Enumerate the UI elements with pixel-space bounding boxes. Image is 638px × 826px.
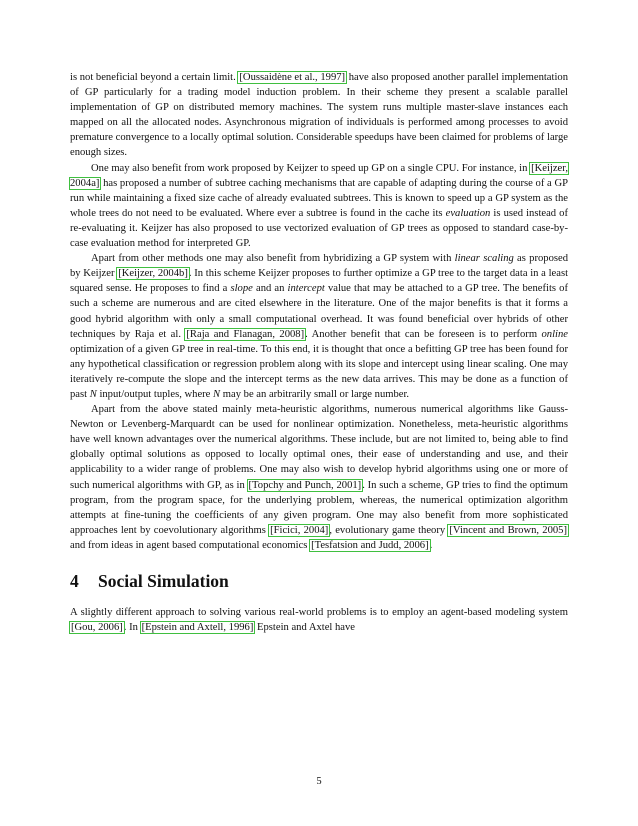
text-run: has proposed a number of subtree caching mechanisms that are capable of adapting during the course of a GP run while maintaining a fixed size cache of already evaluated subtrees. This is known to speed up a GP system as the whole trees do not need to be evaluated. Where ever a subtree is found in the cache its	[70, 177, 568, 219]
text-run: A slightly different approach to solving various real-world problems is to employ an agent-based modeling system	[70, 607, 568, 618]
citation-link-oussaidene-1997[interactable]: [Oussaidène et al., 1997]	[239, 72, 346, 83]
text-run: is used instead of re-evaluating it. Keijzer has also proposed to use vectorized evaluation of GP trees as opposed to standard case-by-case evaluation method for interpreted GP.	[70, 207, 568, 250]
text-run: and an	[252, 283, 288, 295]
emphasis-slope: slope	[230, 283, 253, 295]
citation-link-keijzer-2004b[interactable]: [Keijzer, 2004b]	[118, 268, 188, 280]
text-run: , evolutionary game theory	[329, 524, 449, 536]
citation-link-vincent-brown-2005[interactable]: [Vincent and Brown, 2005]	[449, 524, 567, 536]
section-heading	[70, 570, 568, 592]
emphasis-intercept: intercept	[287, 283, 325, 295]
emphasis-evaluation: evaluation	[445, 207, 491, 219]
text-run: One may also benefit from work proposed by Keijzer to speed up GP on a single CPU. For instance, in	[91, 162, 531, 174]
paragraph-linear-scaling	[70, 251, 568, 402]
text-run: . In this scheme Keijzer proposes to further optimize a GP tree to the target data in a least squared sense. He proposes to find a	[70, 268, 569, 295]
text-run: as proposed by Keijzer	[70, 253, 568, 280]
text-run: Apart from other methods one may also benefit from hybridizing a GP system with	[91, 253, 455, 265]
text-run: . Another benefit that can be foreseen is to perform	[305, 328, 542, 340]
text-run: and from ideas in agent based computational economics	[70, 539, 311, 551]
citation-link-raja-flanagan-2008[interactable]: [Raja and Flanagan, 2008]	[186, 328, 305, 340]
text-run: . In	[123, 622, 141, 634]
paragraph-continuation	[70, 70, 568, 161]
math-n: N	[89, 388, 97, 400]
text-run: . In such a scheme, GP tries to find the optimum program, from the program space, for the underlying problem, whereas, the numerical optimization algorithm attempts at fine-tuning the coefficients of any given program. One may also benefit from more sophisticated approaches lent by coevolutionary algorithms	[70, 479, 568, 536]
text-run: value that may be attached to a GP tree. The benefits of such a scheme are numerous and are cited elsewhere in the literature. One of the major benefits is that it forms a good hybrid algorithm with only a small computational overhead. It was found beneficial over hybrids of other techniques by Raja et al.	[70, 283, 568, 340]
citation-link-epstein-axtell-1996[interactable]: [Epstein and Axtell, 1996]	[141, 622, 254, 634]
emphasis-linear-scaling: linear scaling	[454, 253, 514, 265]
text-run: may be an arbitrarily small or large number.	[220, 388, 410, 400]
emphasis-online: online	[541, 328, 568, 340]
paragraph-social-simulation	[70, 605, 568, 635]
citation-link-keijzer-2004a[interactable]: [Keijzer, 2004a]	[70, 162, 568, 189]
page-number: 5	[316, 776, 322, 787]
paragraph-numerical-algorithms	[70, 402, 568, 553]
citation-link-topchy-punch-2001[interactable]: [Topchy and Punch, 2001]	[248, 479, 362, 491]
section-title: Social Simulation	[98, 571, 229, 591]
section-number: 4	[70, 571, 79, 591]
text-run: have also proposed another parallel implementation of GP particularly for a trading model induction problem. In their scheme they present a scalable parallel implementation of GP on distributed memory machines. The system runs multiple master-slave instances each mapped on all the allocated nodes. Asynchronous migration of individuals is performed among processes to avoid premature convergence to a locally optimal solution. Considerable speedups have been claimed for problems of large enough sizes.	[70, 72, 568, 159]
text-run: .	[429, 539, 433, 551]
text-run: is not beneficial beyond a certain limit.	[70, 72, 239, 83]
text-run: optimization of a given GP tree in real-time. To this end, it is thought that once a befitting GP tree has been found for any hypothetical classification or regression problem along with its slope and intercept using linear scaling. One may iteratively re-compute the slope and the intercept terms as the new data arrives. This may be done as a function of past	[70, 343, 568, 400]
math-n: N	[213, 388, 221, 400]
text-run: Apart from the above stated mainly meta-heuristic algorithms, numerous numerical algorithms like Gauss-Newton or Levenberg-Marquardt can be used for nonlinear optimization. Nonetheless, meta-heuristic algorithms have well known advantages over the numerical algorithms. These include, but are not limited to, being able to find globally optimal solutions as opposed to locally optimal ones, their ease of understanding and use, and their applicability to a wider range of problems. One may also wish to develop hybrid algorithms using one or more of such numerical algorithms with GP, as in	[70, 404, 568, 491]
citation-link-tesfatsion-judd-2006[interactable]: [Tesfatsion and Judd, 2006]	[311, 539, 429, 551]
paragraph-keijzer-caching	[70, 161, 568, 252]
citation-link-ficici-2004[interactable]: [Ficici, 2004]	[270, 524, 329, 536]
text-run: Epstein and Axtel have	[254, 622, 356, 634]
body-text	[70, 70, 568, 635]
citation-link-gou-2006[interactable]: [Gou, 2006]	[71, 622, 123, 634]
text-run: input/output tuples, where	[96, 388, 214, 400]
